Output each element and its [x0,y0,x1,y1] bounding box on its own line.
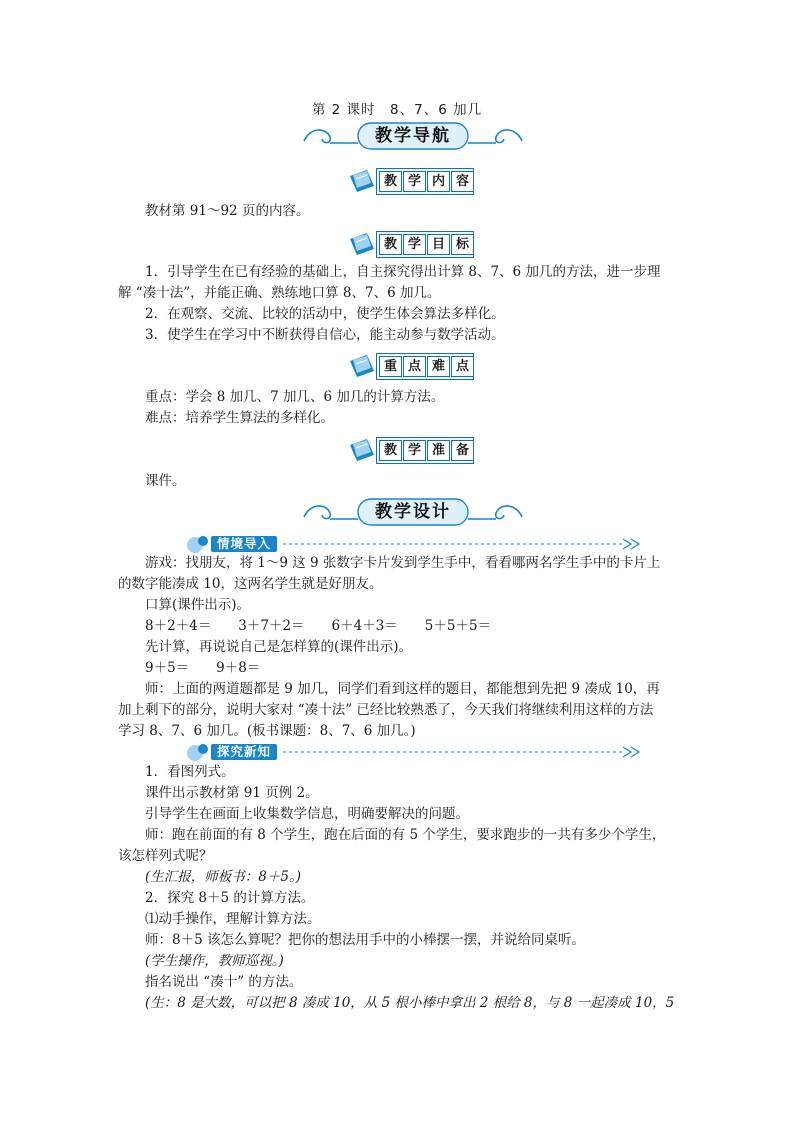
book-icon [347,166,377,194]
tag-situation-intro [183,533,643,555]
goal-1-line-1: 1．引导学生在已有经验的基础上，自主探究得出计算 8、7、6 加几的方法，进一步理 [145,264,661,280]
heading-char: 教 [379,234,402,255]
explore-step-1b: 引导学生在画面上收集数学信息，明确要解决的问题。 [145,806,469,822]
key-point: 重点：学会 8 加几、7 加几、6 加几的计算方法。 [145,389,445,405]
goal-2: 2．在观察、交流、比较的活动中，使学生体会算法多样化。 [145,306,505,322]
heading-char: 学 [403,440,426,461]
prep-text: 课件。 [145,473,186,489]
explore-step-1d: (生汇报，师板书：8＋5。) [145,869,301,885]
section-heading-keypoints [347,351,487,379]
explore-step-1: 1．看图列式。 [145,764,235,780]
intro-expressions-2: 9＋5＝ 9＋8＝ [145,660,261,676]
heading-char: 教 [379,171,402,192]
section-heading-goals [347,229,487,257]
difficult-point: 难点：培养学生算法的多样化。 [145,410,334,426]
heading-char: 学 [403,234,426,255]
heading-char: 点 [403,356,426,377]
explore-step-2a: ⑴动手操作，理解计算方法。 [145,911,321,927]
heading-char: 备 [451,440,474,461]
explore-step-1c-line-1: 师：跑在前面的有 8 个学生，跑在后面的有 5 个学生，要求跑步的一共有多少个学生， [145,827,666,843]
explore-step-2d: 指名说出 “凑十” 的方法。 [145,974,303,990]
goal-3: 3．使学生在学习中不断获得自信心，能主动参与数学活动。 [145,327,505,343]
heading-char: 难 [427,356,450,377]
section-heading-prep [347,435,487,463]
heading-char: 目 [427,234,450,255]
explore-step-2: 2．探究 8＋5 的计算方法。 [145,890,315,906]
explore-step-2b: 师：8＋5 该怎么算呢？把你的想法用手中的小棒摆一摆，并说给同桌听。 [145,932,585,948]
intro-game-line-2: 的数字能凑成 10，这两名学生就是好朋友。 [118,576,383,592]
book-icon [347,229,377,257]
heading-char: 教 [379,440,402,461]
explore-step-2e: (生：8 是大数，可以把 8 凑成 10，从 5 根小棒中拿出 2 根给 8，与 8 一起凑成 10，5 [145,995,675,1011]
intro-oral: 口算(课件出示)。 [145,597,251,613]
section-heading-content [347,166,487,194]
intro-calc-prompt: 先计算，再说说自己是怎样算的(课件出示)。 [145,639,413,655]
heading-char: 点 [451,356,474,377]
lesson-title: 第 2 课时 8、7、6 加几 [311,102,483,118]
intro-teacher-line-2: 加上剩下的部分，说明大家对 “凑十法” 已经比较熟悉了，今天我们将继续利用这样的方法 [118,702,654,718]
heading-char: 学 [403,171,426,192]
content-text: 教材第 91～92 页的内容。 [145,203,310,219]
heading-char: 标 [451,234,474,255]
explore-step-1c-line-2: 该怎样列式呢？ [118,848,213,864]
goal-1-line-2: 解 “凑十法”，并能正确、熟练地口算 8、7、6 加几。 [118,285,441,301]
heading-char: 容 [451,171,474,192]
intro-game-line-1: 游戏：找朋友，将 1～9 这 9 张数字卡片发到学生手中，看看哪两名学生手中的卡片上 [145,555,661,571]
intro-teacher-line-1: 师：上面的两道题都是 9 加几，同学们看到这样的题目，都能想到先把 9 凑成 10，再 [145,681,660,697]
tag-label: 探究新知 [211,744,277,760]
heading-char: 重 [379,356,402,377]
banner-teaching-design [300,495,526,529]
book-icon [347,435,377,463]
intro-teacher-line-3: 学习 8、7、6 加几。(板书课题：8、7、6 加几。) [118,723,416,739]
heading-char: 准 [427,440,450,461]
explore-step-2c: (学生操作，教师巡视。) [145,953,284,969]
tag-label: 情境导入 [211,536,277,552]
explore-step-1a: 课件出示教材第 91 页例 2。 [145,785,319,801]
book-icon [347,351,377,379]
banner-title: 教学设计 [375,502,451,522]
heading-char: 内 [427,171,450,192]
banner-teaching-navigation [300,119,526,153]
intro-expressions-1: 8＋2＋4＝ 3＋7＋2＝ 6＋4＋3＝ 5＋5＋5＝ [145,618,492,634]
banner-title: 教学导航 [375,126,451,146]
tag-explore-new [183,741,643,763]
